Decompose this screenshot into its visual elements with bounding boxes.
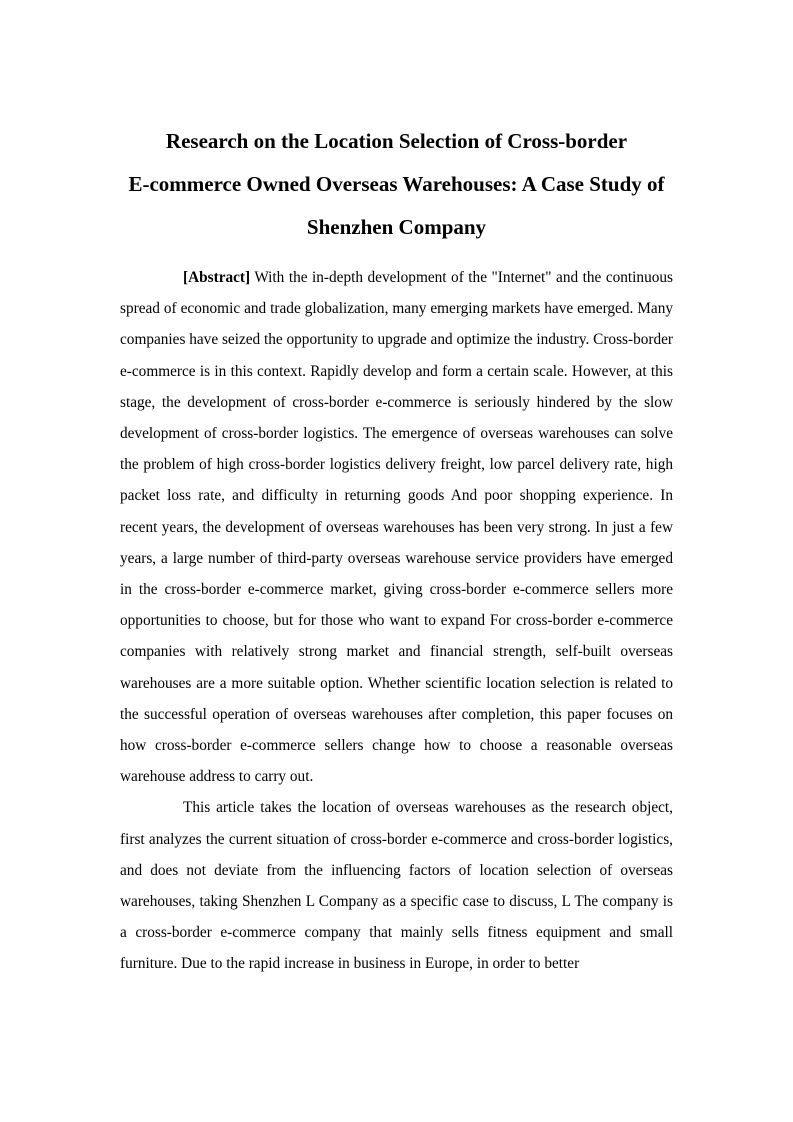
abstract-paragraph-1-text: With the in-depth development of the "Internet" and the continuous spread of economic and trade globalization, many emerging markets have emerged. Many companies have seized the opportunity to upgrade and optimize the industry. Cross-border e-commerce is in this context. Rapidly develop and form a certain scale. However, at this stage, the development of cross-border e-commerce is seriously hindered by the slow development of cross-border logistics. The emergence of overseas warehouses can solve the problem of high cross-border logistics delivery freight, low parcel delivery rate, high packet loss rate, and difficulty in returning goods And poor shopping experience. In recent years, the development of overseas warehouses has been very strong. In just a few years, a large number of third-party overseas warehouse service providers have emerged in the cross-border e-commerce market, giving cross-border e-commerce sellers more opportunities to choose, but for those who want to expand For cross-border e-commerce companies with relatively strong market and financial strength, self-built overseas warehouses are a more suitable option. Whether scientific location selection is related to the successful operation of overseas warehouses after completion, this paper focuses on how cross-border e-commerce sellers change how to choose a reasonable overseas warehouse address to carry out. (120, 269, 673, 786)
abstract-paragraph-1 (120, 262, 673, 792)
abstract-body (120, 262, 673, 980)
title-line-2: E-commerce Owned Overseas Warehouses: A Case Study of (128, 172, 665, 196)
title-line-1: Research on the Location Selection of Cross-border (165, 129, 628, 153)
abstract-paragraph-2: This article takes the location of overseas warehouses as the research object, first analyzes the current situation of cross-border e-commerce and cross-border logistics, and does not deviate from the influencing factors of location selection of overseas warehouses, taking Shenzhen L Company as a specific case to discuss, L The company is a cross-border e-commerce company that mainly sells fitness equipment and small furniture. Due to the rapid increase in business in Europe, in order to better (120, 799, 673, 973)
paper-title (100, 120, 693, 249)
abstract-label: [Abstract] (183, 269, 251, 286)
title-line-3: Shenzhen Company (306, 215, 487, 239)
